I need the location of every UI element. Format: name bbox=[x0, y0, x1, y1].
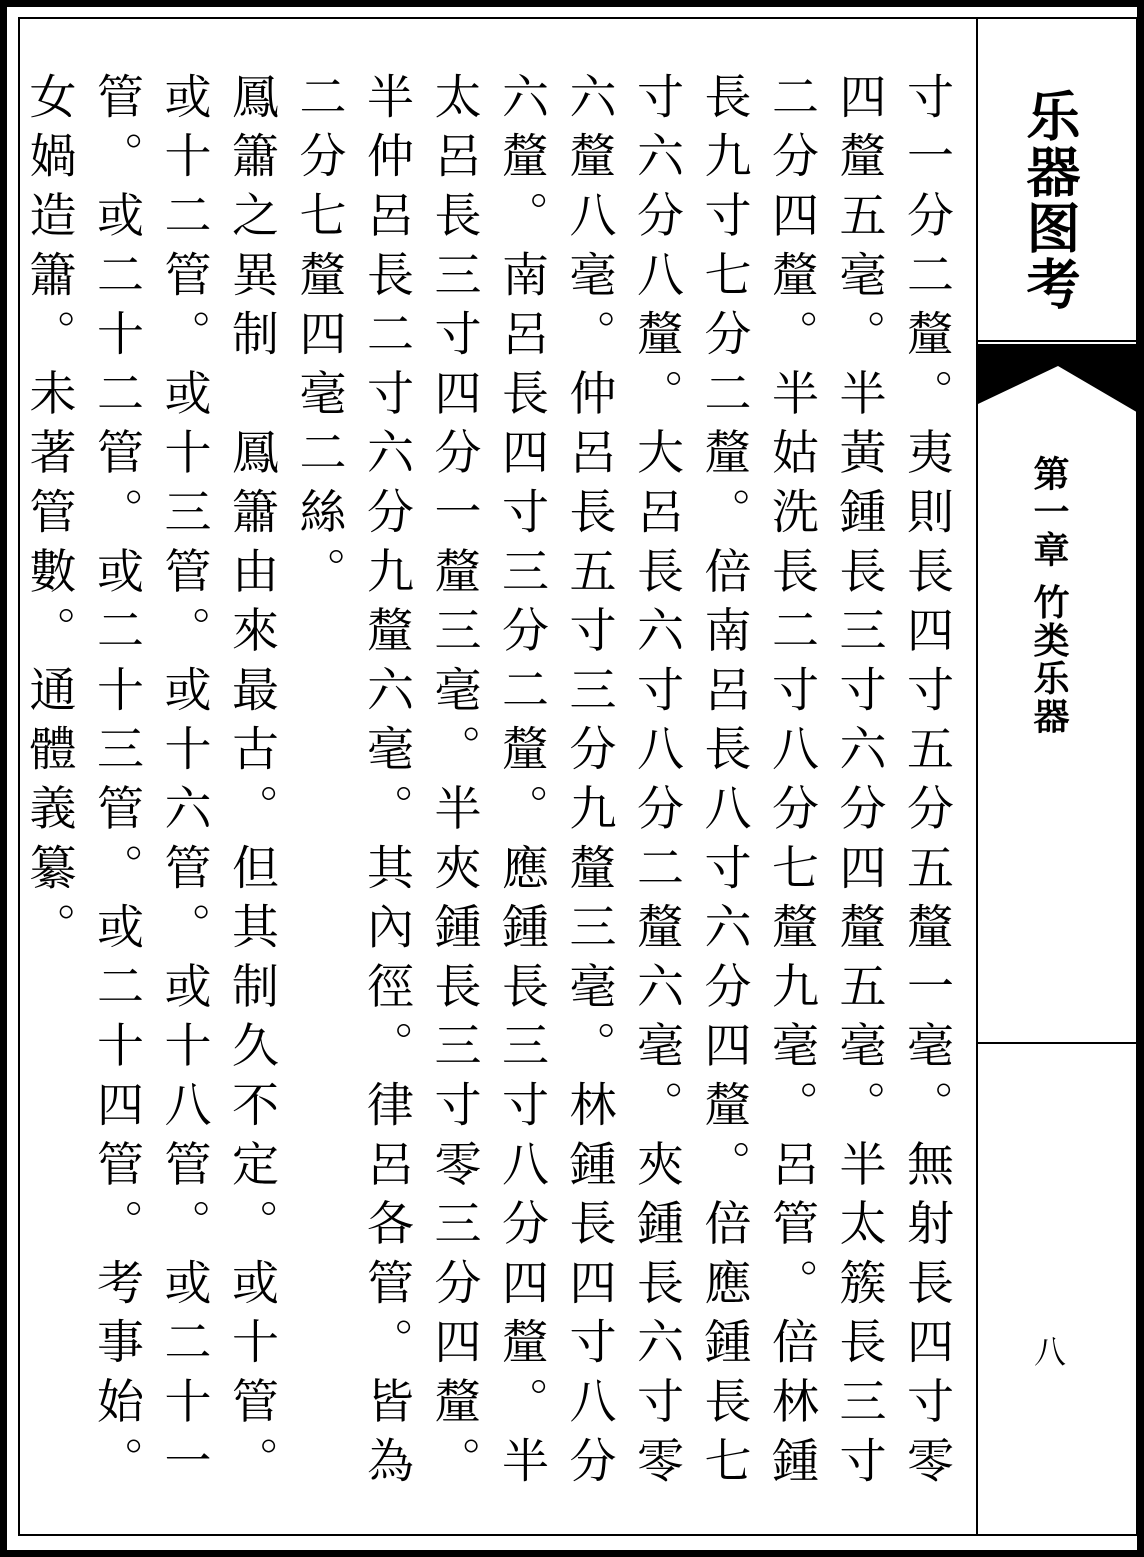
fishtail-ornament bbox=[978, 344, 1140, 414]
page-number: 八 bbox=[1029, 1335, 1067, 1367]
main-text bbox=[21, 72, 960, 1502]
margin-divider bbox=[976, 17, 978, 1536]
paragraph-feng-xiao: 鳳簫之異制 鳳簫由來最古。但其制久不定。或十管。或十二管。或十三管。或十六管。或十八管。或二十一管。或二十二管。或二十三管。或二十四管。考事始。女媧造簫。未著管數。通體義纂。 bbox=[21, 72, 279, 1496]
margin-rule-bottom bbox=[978, 1042, 1138, 1044]
paragraph-pipe-lengths: 寸一分二釐。夷則長四寸五分五釐一毫。無射長四寸零四釐五毫。半黃鍾長三寸六分四釐五毫。半太簇長三寸二分四釐。半姑洗長二寸八分七釐九毫。呂管。倍林鍾長九寸七分二釐。倍南呂長八寸六分四釐。倍應鍾長七寸六分八釐。大呂長六寸八分二釐六毫。夾鍾長六寸零六釐八毫。仲呂長五寸三分九釐三毫。林鍾長四寸八分六釐。南呂長四寸三分二釐。應鍾長三寸八分四釐。半太呂長三寸四分一釐三毫。半夾鍾長三寸零三分四釐。半仲呂長二寸六分九釐六毫。其內徑。律呂各管。皆為二分七釐四毫二絲。 bbox=[291, 72, 954, 1496]
book-title: 乐器图考 bbox=[1018, 88, 1082, 312]
chapter-label: 第一章 竹类乐器 bbox=[1028, 455, 1070, 736]
margin-rule-top bbox=[978, 340, 1138, 342]
